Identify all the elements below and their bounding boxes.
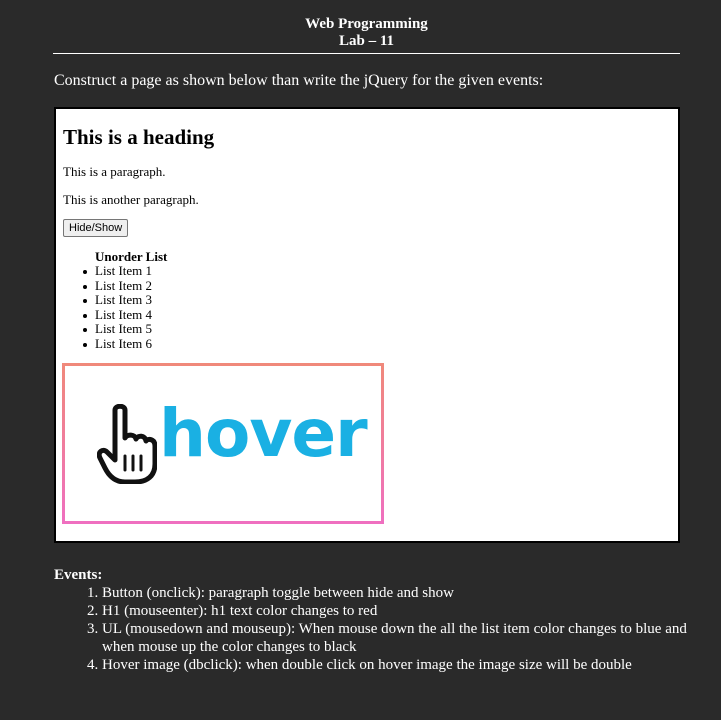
unordered-list[interactable] — [95, 264, 152, 351]
event-item: 4. Hover image (dbclick): when double click on hover image the image size will be double — [102, 656, 694, 674]
event-item: 3. UL (mousedown and mouseup): When mouse down the all the list item color changes to blue and when mouse up the color changes to black — [102, 620, 694, 656]
document-title: Web Programming — [305, 16, 428, 32]
demo-paragraph-1: This is a paragraph. — [63, 164, 166, 179]
event-item: 1. Button (onclick): paragraph toggle between hide and show — [102, 584, 694, 602]
list-item: List Item 4 — [95, 306, 153, 322]
demo-page-screenshot — [54, 107, 680, 543]
intro-text: Construct a page as shown below than write the jQuery for the given events: — [54, 72, 544, 89]
hide-show-button[interactable]: Hide/Show — [63, 219, 128, 237]
list-item: List Item 2 — [95, 277, 153, 293]
events-section — [54, 566, 694, 674]
list-title: Unorder List — [95, 249, 168, 264]
list-item: List Item 6 — [95, 335, 153, 351]
hover-logo-text: hover — [159, 395, 367, 472]
list-item: List Item 3 — [95, 292, 153, 307]
events-title: Events: — [54, 567, 103, 583]
list-item: List Item 1 — [95, 263, 153, 278]
demo-heading[interactable]: This is a heading — [63, 125, 215, 149]
hover-image[interactable] — [62, 363, 384, 524]
demo-paragraph-2: This is another paragraph. — [63, 192, 199, 207]
document-header — [53, 16, 680, 54]
document-subtitle: Lab – 11 — [338, 33, 395, 49]
list-item: List Item 5 — [95, 321, 153, 336]
event-item: 2. H1 (mouseenter): h1 text color changes to red — [102, 602, 694, 620]
events-list — [54, 584, 694, 674]
pointing-hand-icon — [97, 404, 157, 484]
